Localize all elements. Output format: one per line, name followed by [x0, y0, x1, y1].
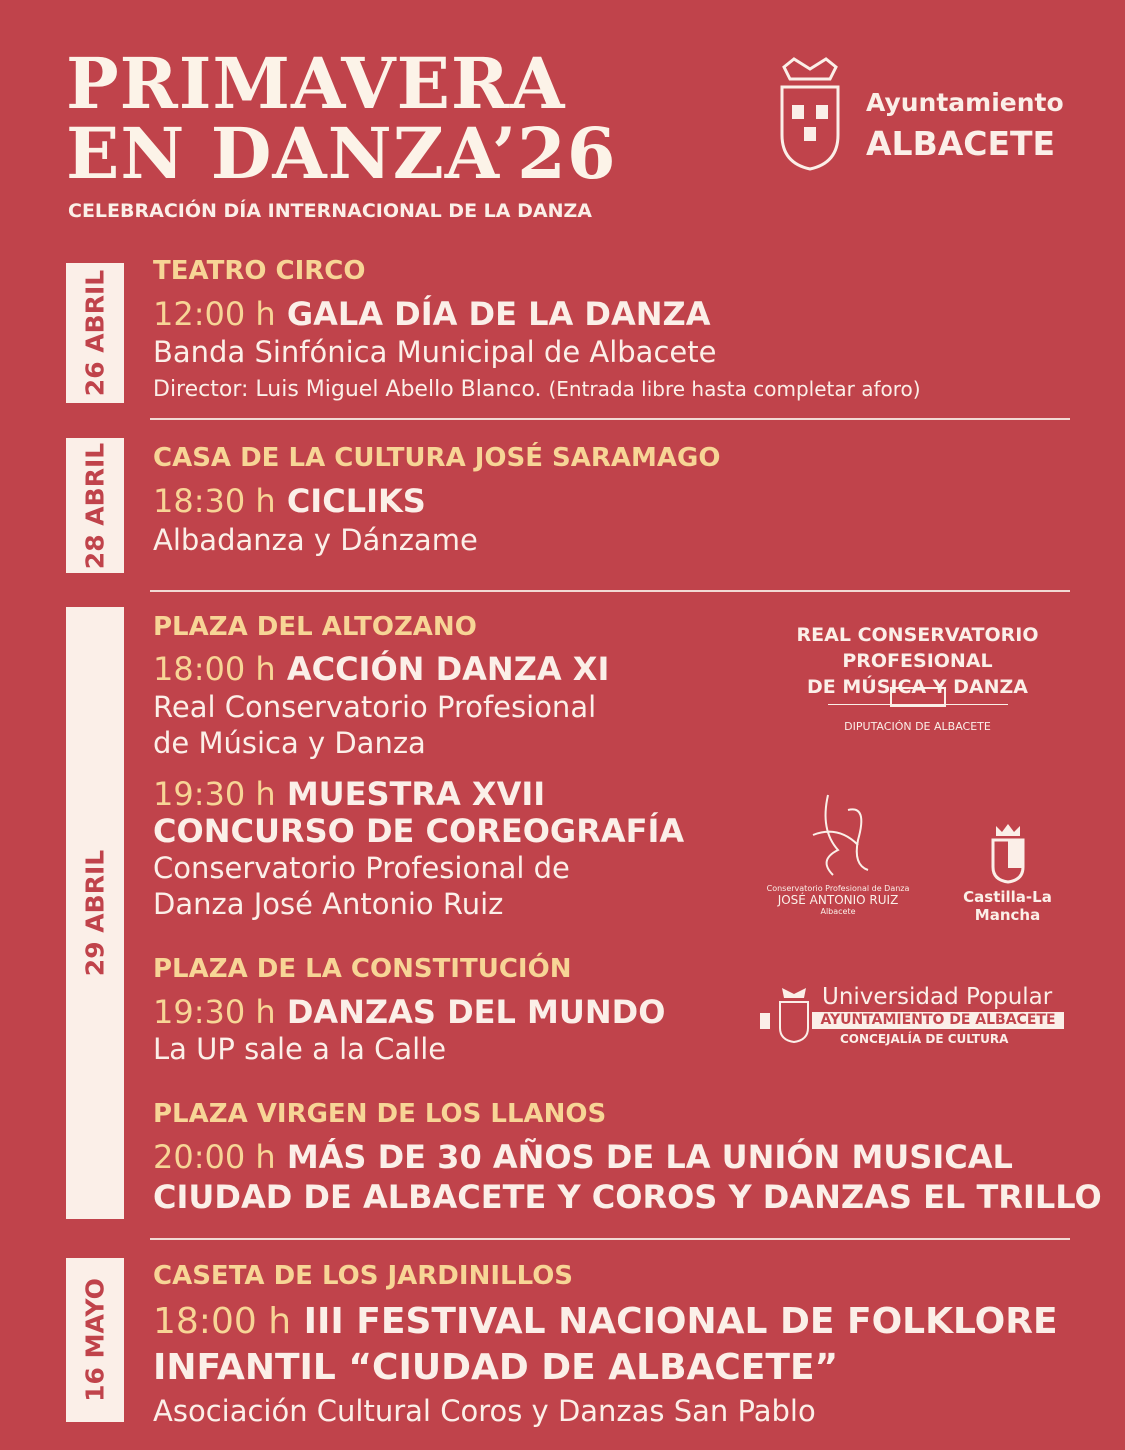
event-title: CONCURSO DE COREOGRAFÍA — [153, 812, 685, 850]
clm-crest-icon — [988, 822, 1028, 884]
cpd-logo: Conservatorio Profesional de Danza JOSÉ ANTONIO RUIZ Albacete — [748, 790, 928, 916]
venue: CASETA DE LOS JARDINILLOS — [153, 1261, 574, 1291]
venue: CASA DE LA CULTURA JOSÉ SARAMAGO — [153, 443, 721, 473]
org-line2: ALBACETE — [866, 124, 1056, 163]
event-title: 18:00 h III FESTIVAL NACIONAL DE FOLKLORE — [153, 1301, 1058, 1342]
event-director: Director: Luis Miguel Abello Blanco. (Entrada libre hasta completar aforo) — [153, 377, 921, 402]
divider — [150, 1238, 1070, 1240]
dancer-icon — [798, 790, 878, 880]
event-title: 19:30 h MUESTRA XVII — [153, 775, 546, 813]
crest-icon — [776, 984, 812, 1044]
divider — [150, 418, 1070, 420]
divider — [150, 590, 1070, 592]
event-desc: Conservatorio Profesional de — [153, 851, 570, 885]
title-line1: PRIMAVERA — [66, 42, 566, 125]
venue: PLAZA VIRGEN DE LOS LLANOS — [153, 1099, 607, 1129]
event-desc: de Música y Danza — [153, 726, 426, 760]
clm-logo: Castilla-La Mancha — [935, 822, 1080, 924]
event-desc: Asociación Cultural Coros y Danzas San Pablo — [153, 1394, 816, 1428]
venue: TEATRO CIRCO — [153, 256, 366, 286]
event-title: INFANTIL “CIUDAD DE ALBACETE” — [153, 1347, 839, 1388]
title-line2: EN DANZA’26 — [66, 112, 617, 195]
event-desc: Real Conservatorio Profesional — [153, 690, 597, 724]
event-desc: Banda Sinfónica Municipal de Albacete — [153, 335, 717, 369]
building-icon — [828, 704, 1008, 727]
date-badge: 16 MAYO — [66, 1258, 124, 1422]
org-line1: Ayuntamiento — [866, 88, 1064, 117]
albacete-crest-icon — [770, 55, 850, 173]
date-badge: 29 ABRIL — [66, 607, 124, 1219]
event-title: 20:00 h MÁS DE 30 AÑOS DE LA UNIÓN MUSICAL — [153, 1138, 1013, 1176]
event-desc: Danza José Antonio Ruiz — [153, 887, 504, 921]
venue: PLAZA DE LA CONSTITUCIÓN — [153, 954, 572, 984]
date-badge: 28 ABRIL — [66, 438, 124, 573]
date-badge: 26 ABRIL — [66, 263, 124, 403]
event-title: 19:30 h DANZAS DEL MUNDO — [153, 993, 666, 1031]
event-title: 12:00 h GALA DÍA DE LA DANZA — [153, 295, 711, 333]
event-desc: La UP sale a la Calle — [153, 1032, 447, 1066]
event-title: CIUDAD DE ALBACETE Y COROS Y DANZAS EL TRILLO — [153, 1178, 1102, 1216]
event-title: 18:00 h ACCIÓN DANZA XI — [153, 650, 610, 688]
poster: PRIMAVERA EN DANZA’26 CELEBRACIÓN DÍA INTERNACIONAL DE LA DANZA Ayuntamiento ALBACETE 26 ABRIL TEATRO CIRCO 12:00 h GALA DÍA DE LA DANZA Banda Sinfónica Municipal de Albacete Director: Luis Miguel Abello Blanco. (Entrada libre hasta completar aforo) 28 ABRIL CASA DE LA CULTURA JOSÉ SARAMAGO 18:30 h CICLIKS Albadanza y Dánzame 29 ABRIL PLAZA DEL ALTOZANO 18:00 h ACCIÓN DANZA XI Real Conservatorio Profesional de Música y Danza 19:30 h MUESTRA XVII CONCURSO DE COREOGRAFÍA Conservatorio Profesional de Danza José Antonio Ruiz PLAZA DE LA CONSTITUCIÓN 19:30 h DANZAS DEL MUNDO La UP sale a la Calle PLAZA VIRGEN DE LOS LLANOS 20:00 h MÁS DE 30 AÑOS DE LA UNIÓN MUSICAL CIUDAD DE ALBACETE Y COROS Y DANZAS EL TRILLO REAL CONSERVATORIO PROFESIONAL DE MÚSICA Y DANZA DIPUTACIÓN DE ALBACETE Conservatorio Profesional de Danza JOSÉ ANTONIO RUIZ Albacete Castilla-La Mancha Universidad Popular AYUNTAMIENTO DE ALBACETE CONCEJALÍA DE CULTURA 16 MAYO CASETA DE LOS JARDINILLOS 18:00 h III FESTIVAL NACIONAL DE FOLKLORE INFANTIL “CIUDAD DE ALBACETE” Asociación Cultural Coros y Danzas San Pablo — [0, 0, 1125, 1450]
subtitle: CELEBRACIÓN DÍA INTERNACIONAL DE LA DANZA — [68, 200, 592, 222]
rcp-logo: REAL CONSERVATORIO PROFESIONAL DE MÚSICA Y DANZA DIPUTACIÓN DE ALBACETE — [796, 624, 1039, 733]
venue: PLAZA DEL ALTOZANO — [153, 612, 477, 642]
event-desc: Albadanza y Dánzame — [153, 523, 478, 557]
event-title: 18:30 h CICLIKS — [153, 482, 426, 520]
